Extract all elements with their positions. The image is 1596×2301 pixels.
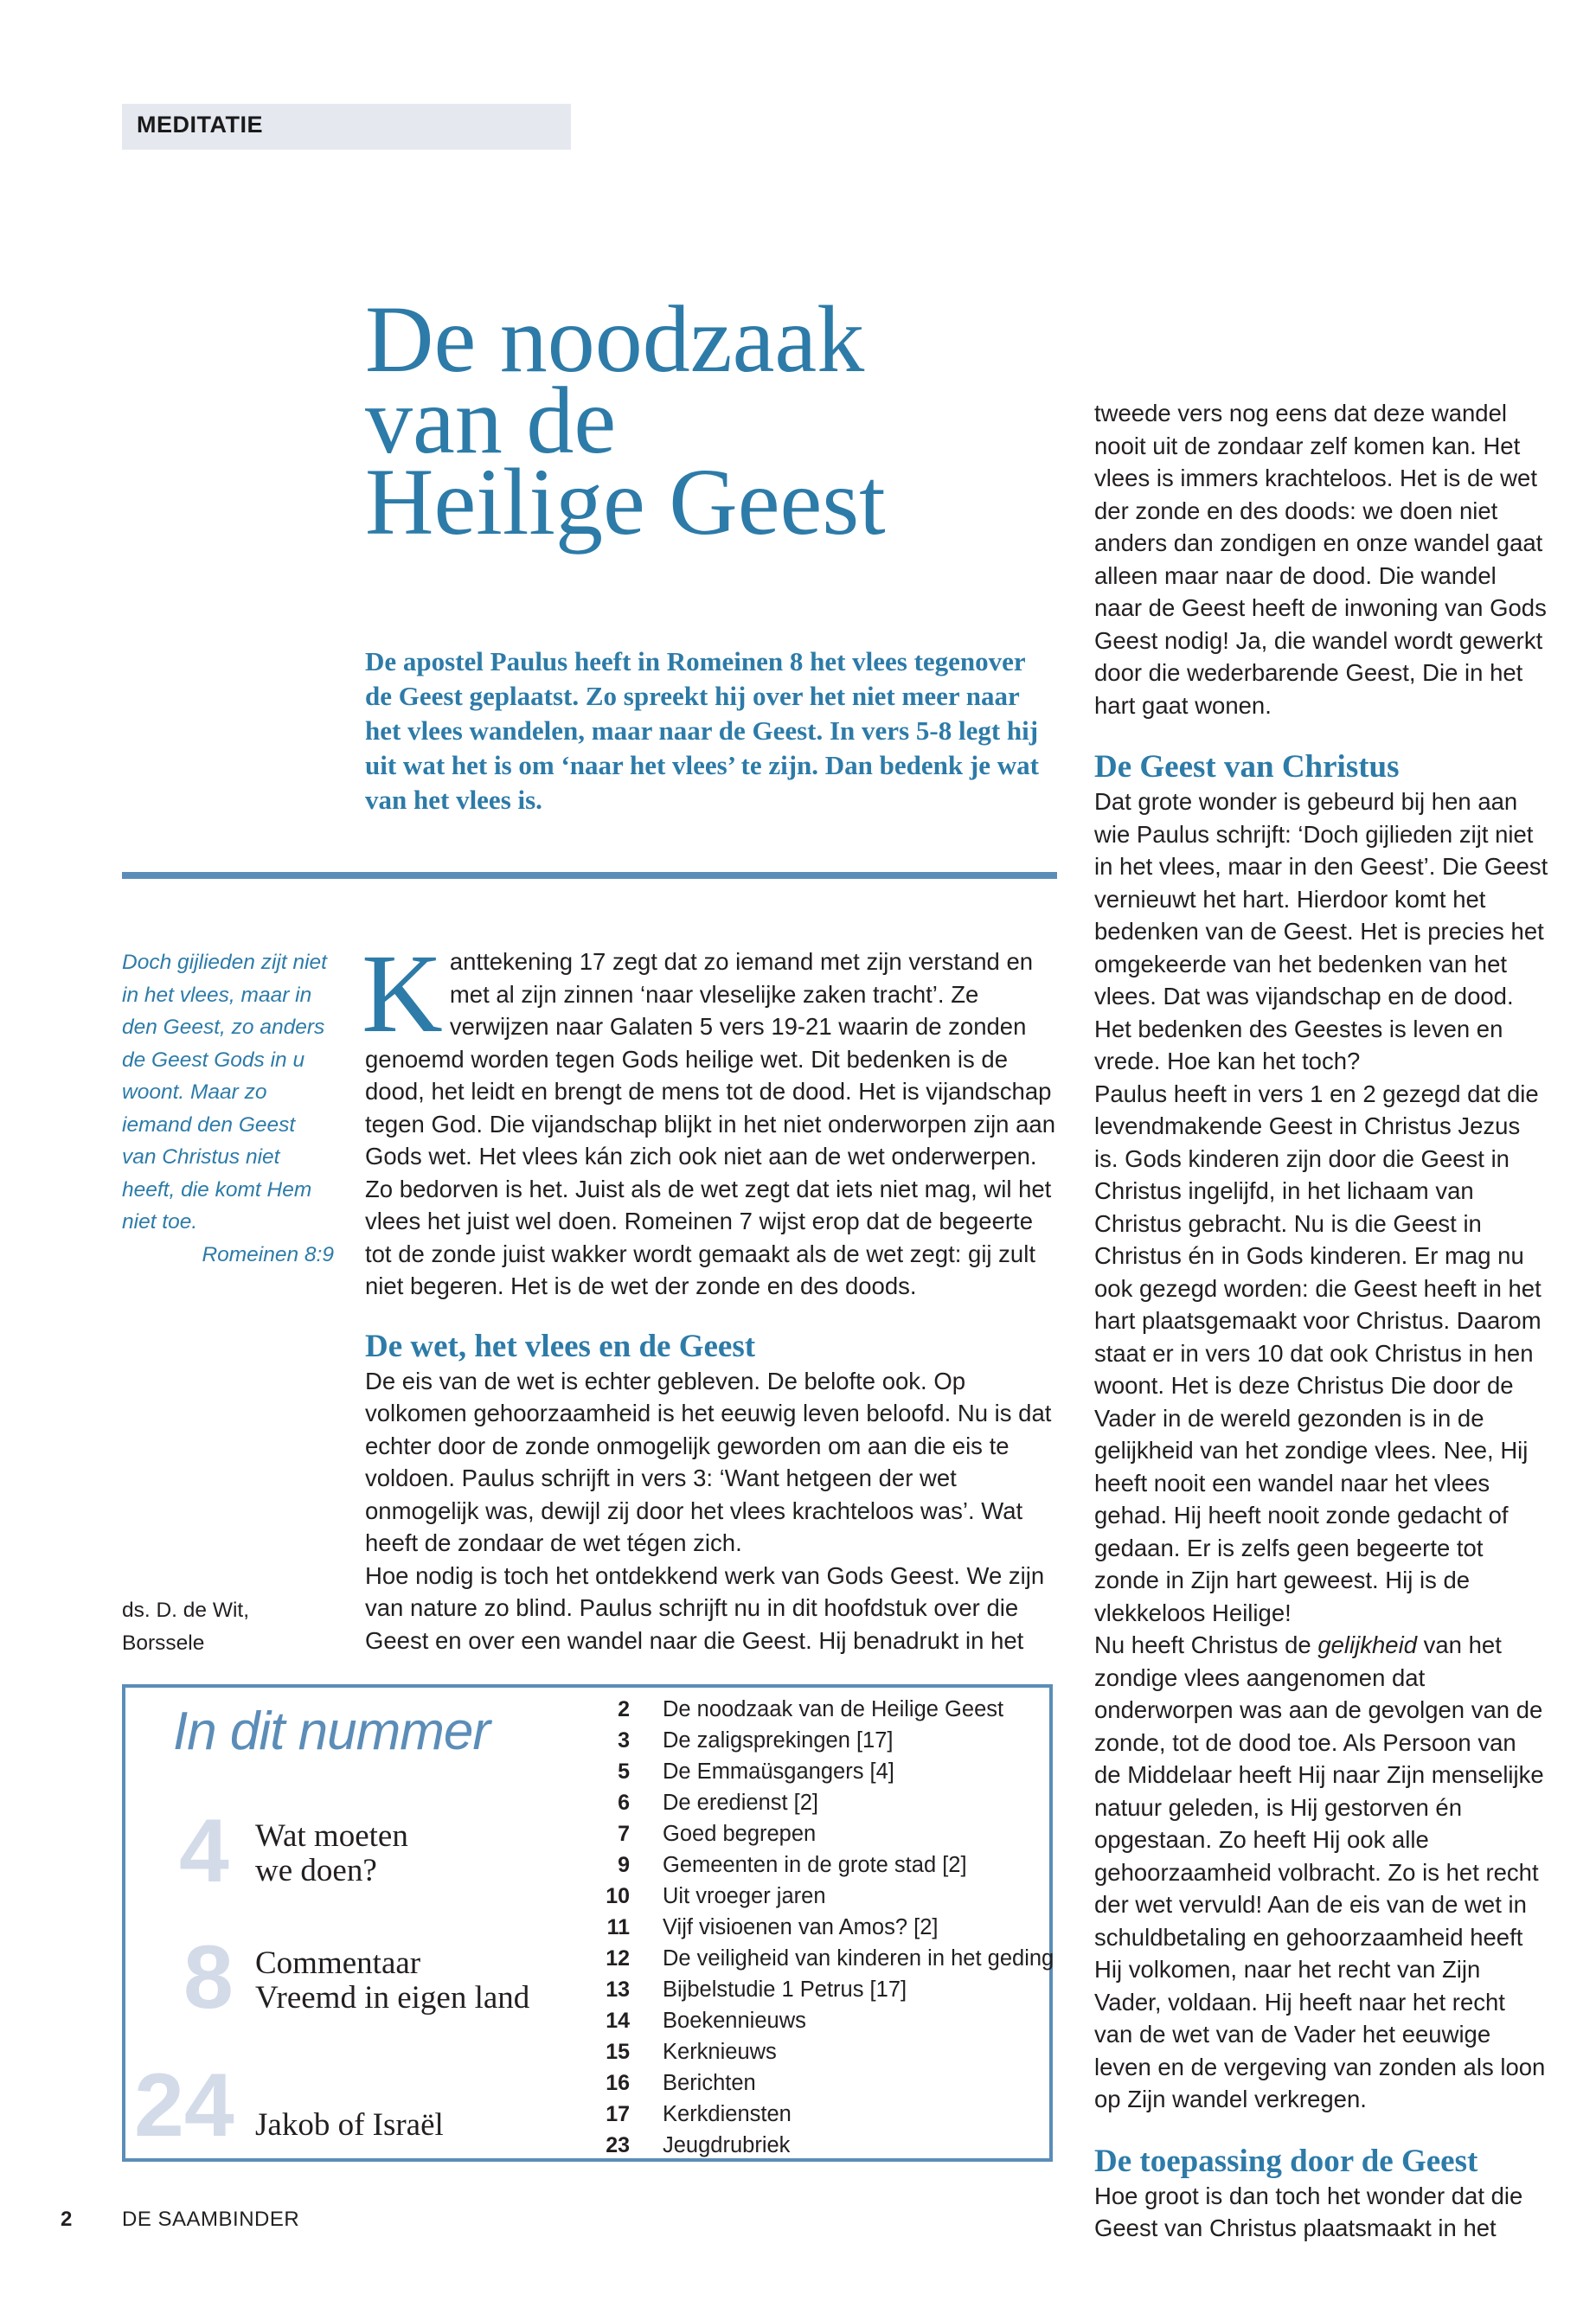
toc-title: De eredienst [2] xyxy=(663,1791,819,1815)
feature-number: 4 xyxy=(179,1801,229,1901)
paragraph-text: Nu heeft Christus de xyxy=(1094,1631,1318,1658)
toc-page: 23 xyxy=(606,2133,630,2157)
toc-row[interactable] xyxy=(578,1974,1054,2005)
paragraph xyxy=(1094,1629,1548,2116)
feature-number: 8 xyxy=(183,1927,234,2028)
article-column-middle xyxy=(362,932,1057,1657)
subheading: De wet, het vlees en de Geest xyxy=(365,1328,756,1364)
contents-title: In dit nummer xyxy=(173,1702,490,1761)
toc-title: Goed begrepen xyxy=(663,1822,817,1846)
toc-row[interactable] xyxy=(578,1725,1054,1756)
toc-list xyxy=(578,1694,1054,2161)
toc-title: Uit vroeger jaren xyxy=(663,1884,826,1908)
toc-page: 3 xyxy=(618,1728,630,1753)
toc-title: Gemeenten in de grote stad [2] xyxy=(663,1853,967,1877)
toc-page: 16 xyxy=(606,2071,630,2095)
subheading: De Geest van Christus xyxy=(1094,749,1400,785)
section-label: MEDITATIE xyxy=(137,112,263,138)
paragraph: Hoe groot is dan toch het wonder dat die Geest van Christus plaatsmaakt in het xyxy=(1094,2182,1523,2241)
article-title xyxy=(365,286,1074,554)
paragraph-text: anttekening 17 zegt dat zo iemand met zijn verstand en met al zijn zinnen ‘naar vleselijke zaken tracht’. Ze verwijzen naar Galaten 5 vers 19-21 waarin de zonden genoemd worden tegen Gods heilige wet. Dit bedenken is de dood, het leidt en brengt de mens tot de dood. Het is vijandschap tegen God. Die vijandschap blijkt in het niet onderworpen zijn aan Gods wet. Het vlees kán zich ook niet aan de wet onderwerpen. Zo bedorven is het. Juist als de wet zegt dat iets niet mag, wil het vlees het juist wel doen. Romeinen 7 wijst erop dat de begeerte tot de zonde juist wakker wordt gemaakt als de wet zegt: gij zult niet begeren. Het is de wet der zonde en des doods. xyxy=(365,948,1055,1299)
toc-page: 14 xyxy=(606,2009,630,2033)
quote-reference: Romeinen 8:9 xyxy=(202,1242,334,1266)
article-intro: De apostel Paulus heeft in Romeinen 8 het vlees tegenover de Geest geplaatst. Zo spreekt hij over het niet meer naar het vlees wandelen, maar naar de Geest. In vers 5-8 legt hij uit wat het is om ‘naar het vlees’ te zijn. Dan bedenk je wat van het vlees is. xyxy=(365,646,1039,815)
toc-title: Bijbelstudie 1 Petrus [17] xyxy=(663,1977,907,2002)
toc-page: 10 xyxy=(606,1884,630,1908)
paragraph xyxy=(362,932,1057,1303)
feature-link[interactable] xyxy=(255,1819,408,1888)
paragraph-text: van het zondige vlees aangenomen dat onderworpen was aan de gevolgen van de zonde, tot de dood toe. Als Persoon van de Middelaar heeft Hij naar Zijn menselijke natuur geleden, is Hij gestorven én opgestaan. Zo heeft Hij ook alle gehoorzaamheid volbracht. Zo is het recht der wet vervuld! Aan de eis van de wet in schuldbetaling en gehoorzaamheid heeft Hij volkomen, naar het recht van Zijn Vader, voldaan. Hij heeft naar het recht van de wet van de Vader het eeuwige leven en de vergeving van zonden als loon op Zijn wandel verkregen. xyxy=(1094,1631,1546,2112)
toc-row[interactable] xyxy=(578,1912,1054,1943)
toc-row[interactable] xyxy=(578,1881,1054,1912)
toc-title: De Emmaüsgangers [4] xyxy=(663,1759,894,1784)
toc-page: 15 xyxy=(606,2040,630,2064)
emphasis: gelijkheid xyxy=(1317,1631,1417,1658)
toc-page: 7 xyxy=(618,1822,630,1846)
toc-row[interactable] xyxy=(578,1943,1054,1974)
toc-row[interactable] xyxy=(578,1787,1054,1818)
toc-row[interactable] xyxy=(578,2130,1054,2161)
page-number: 2 xyxy=(61,2208,73,2231)
article-column-right xyxy=(1094,397,1548,2245)
feature-link[interactable] xyxy=(255,1946,529,2016)
toc-title: Kerkdiensten xyxy=(663,2102,792,2126)
paragraph: Paulus heeft in vers 1 en 2 gezegd dat die levendmakende Geest in Christus Jezus is. Gods kinderen zijn door die Geest in Christus ingelijfd, in het lichaam van Christus gebracht. Nu is die Geest in Christus én in Gods kinderen. Er mag nu ook gezegd worden: die Geest heeft in het hart plaatsgemaakt voor Christus. Daarom staat er in vers 10 dat ook Christus in hen woont. Het is deze Christus Die door de Vader in de wereld gezonden is in de gelijkheid van het zondige vlees. Nee, Hij heeft nooit een wandel naar het vlees gehad. Hij heeft nooit zonde gedacht of gedaan. Er is zelfs geen begeerte tot zonde in Zijn hart geweest. Hij is de vlekkeloos Heilige! xyxy=(1094,1080,1542,1626)
toc-row[interactable] xyxy=(578,2067,1054,2099)
toc-row[interactable] xyxy=(578,2005,1054,2036)
paragraph: Hoe nodig is toch het ontdekkend werk van Gods Geest. We zijn van nature zo blind. Paulus schrijft nu in dit hoofdstuk over die Geest en over een wandel naar die Geest. Hij benadrukt in het xyxy=(365,1561,1045,1654)
feature-title: Wat moeten xyxy=(255,1818,408,1854)
subheading: De toepassing door de Geest xyxy=(1094,2143,1478,2179)
toc-page: 6 xyxy=(618,1791,630,1815)
divider xyxy=(122,872,1057,879)
toc-title: Berichten xyxy=(663,2071,756,2095)
paragraph: tweede vers nog eens dat deze wandel nooit uit de zondaar zelf komen kan. Het vlees is immers krachteloos. Het is de wet der zonde en des doods: we doen niet anders dan zondigen en onze wandel gaat alleen maar naar de dood. Die wandel naar de Geest heeft de inwoning van Gods Geest nodig! Ja, die wandel wordt gewerkt door die wederbarende Geest, Die in het hart gaat wonen. xyxy=(1094,400,1547,719)
toc-title: Jeugdrubriek xyxy=(663,2133,791,2157)
feature-title: Jakob of Israël xyxy=(255,2107,444,2143)
quote-text: Doch gijlieden zijt niet in het vlees, maar in den Geest, zo anders de Geest Gods in u woont. Maar zo iemand den Geest van Christus niet heeft, die komt Hem niet toe. xyxy=(122,951,327,1234)
author-byline xyxy=(122,1594,347,1659)
toc-page: 13 xyxy=(606,1977,630,2002)
toc-page: 12 xyxy=(606,1946,630,1971)
toc-row[interactable] xyxy=(578,1694,1054,1725)
title-line: Heilige Geest xyxy=(365,449,886,554)
feature-title: we doen? xyxy=(255,1853,377,1888)
magazine-name: DE SAAMBINDER xyxy=(122,2208,300,2231)
toc-page: 2 xyxy=(618,1697,630,1721)
toc-page: 17 xyxy=(606,2102,630,2126)
paragraph: Dat grote wonder is gebeurd bij hen aan wie Paulus schrijft: ‘Doch gijlieden zijt niet in het vlees, maar in den Geest’. Die Geest vernieuwt het hart. Hierdoor komt het bedenken van de Geest. Het is precies het omgekeerde van het bedenken van het vlees. Dat was vijandschap en de dood. Het bedenken des Geestes is leven en vrede. Hoe kan het toch? xyxy=(1094,788,1548,1074)
toc-page: 5 xyxy=(618,1759,630,1784)
toc-page: 11 xyxy=(606,1915,630,1939)
toc-title: De zaligsprekingen [17] xyxy=(663,1728,894,1753)
toc-title: De veiligheid van kinderen in het geding xyxy=(663,1946,1054,1971)
title-line: van de xyxy=(365,368,617,473)
title-line: De noodzaak xyxy=(365,286,865,392)
toc-row[interactable] xyxy=(578,2099,1054,2130)
author-place: Borssele xyxy=(122,1631,205,1655)
feature-title: Vreemd in eigen land xyxy=(255,1980,530,2016)
paragraph: De eis van de wet is echter gebleven. De belofte ook. Op volkomen gehoorzaamheid is het eeuwig leven beloofd. Nu is dat echter door de zonde onmogelijk geworden om aan die eis te voldoen. Paulus schrijft in vers 3: ‘Want hetgeen der wet onmogelijk was, dewijl zij door het vlees krachteloos was’. Wat heeft de zondaar de wet tégen zich. xyxy=(365,1367,1052,1556)
toc-title: Vijf visioenen van Amos? [2] xyxy=(663,1915,939,1939)
toc-title: Kerknieuws xyxy=(663,2040,777,2064)
drop-cap: K xyxy=(362,932,443,1056)
toc-title: De noodzaak van de Heilige Geest xyxy=(663,1697,1004,1721)
toc-title: Boekennieuws xyxy=(663,2009,806,2033)
feature-title: Commentaar xyxy=(255,1945,421,1981)
toc-row[interactable] xyxy=(578,1818,1054,1849)
toc-page: 9 xyxy=(618,1853,630,1877)
toc-row[interactable] xyxy=(578,2036,1054,2067)
toc-row[interactable] xyxy=(578,1849,1054,1881)
feature-link[interactable] xyxy=(255,2108,444,2143)
toc-row[interactable] xyxy=(578,1756,1054,1787)
author-name: ds. D. de Wit, xyxy=(122,1599,250,1622)
bible-quote xyxy=(122,946,334,1271)
feature-number: 24 xyxy=(134,2055,234,2156)
